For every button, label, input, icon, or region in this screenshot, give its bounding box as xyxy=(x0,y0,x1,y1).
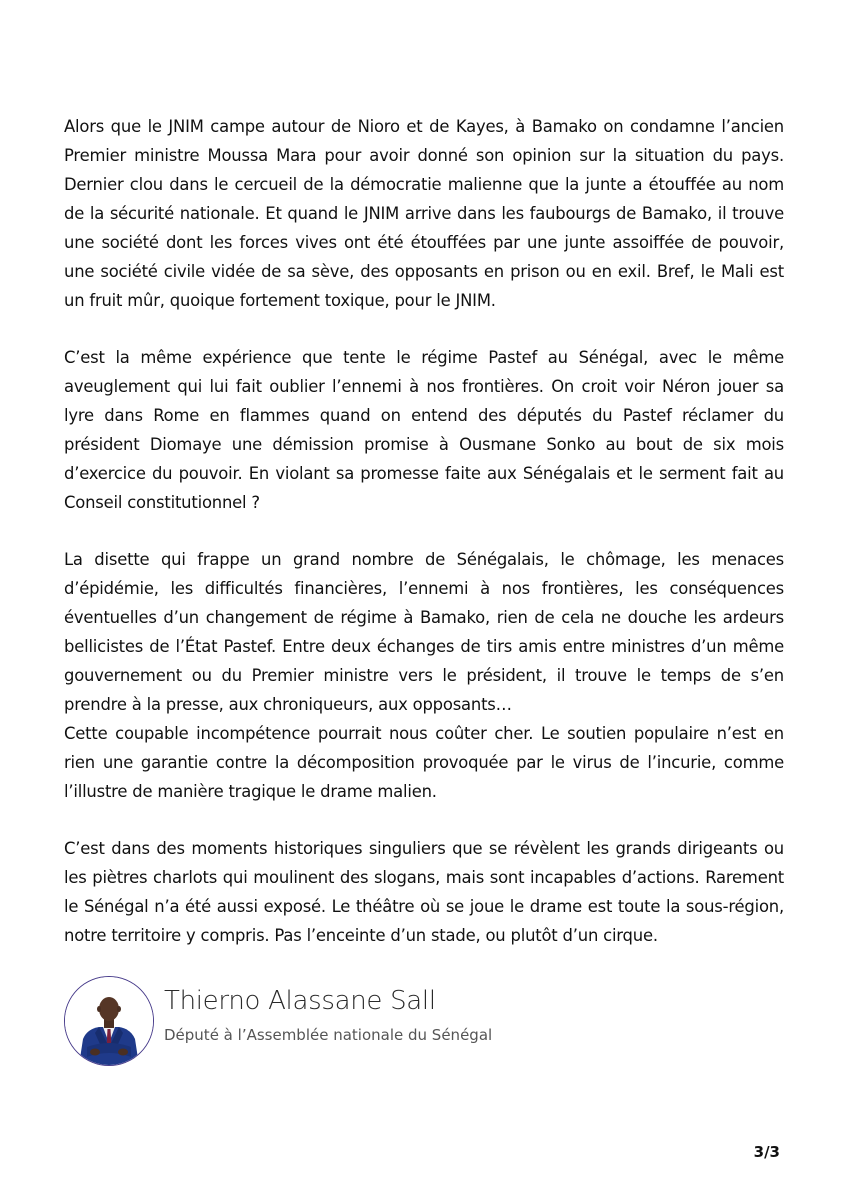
portrait-photo xyxy=(65,977,153,1065)
letter-body xyxy=(64,112,784,978)
paragraph-2: C’est la même expérience que tente le régime Pastef au Sénégal, avec le même aveuglement qui lui fait oublier l’ennemi à nos frontières. On croit voir Néron jouer sa lyre dans Rome en flammes quand on entend des députés du Pastef réclamer du président Diomaye une démission promise à Ousmane Sonko au bout de six mois d’exercice du pouvoir. En violant sa promesse faite aux Sénégalais et le serment fait au Conseil constitutionnel ? xyxy=(64,348,784,512)
paragraph-4: Cette coupable incompétence pourrait nous coûter cher. Le soutien populaire n’est en rien une garantie contre la décomposition provoquée par le virus de l’incurie, comme l’illustre de manière tragique le drame malien. xyxy=(64,724,784,801)
paragraph-3: La disette qui frappe un grand nombre de Sénégalais, le chômage, les menaces d’épidémie, les difficultés financières, l’ennemi à nos frontières, les conséquences éventuelles d’un changement de régime à Bamako, rien de cela ne douche les ardeurs bellicistes de l’État Pastef. Entre deux échanges de tirs amis entre ministres d’un même gouvernement ou du Premier ministre vers le président, il trouve le temps de s’en prendre à la presse, aux chroniqueurs, aux opposants… xyxy=(64,550,784,714)
paragraph-5: C’est dans des moments historiques singuliers que se révèlent les grands dirigeants ou les piètres charlots qui moulinent des slogans, mais sont incapables d’actions. Rarement le Sénégal n’a été aussi exposé. Le théâtre où se joue le drame est toute la sous-région, notre territoire y compris. Pas l’enceinte d’un stade, ou plutôt d’un cirque. xyxy=(64,839,784,945)
signature-block xyxy=(64,976,764,1068)
signatory-title: Député à l’Assemblée nationale du Sénégal xyxy=(164,1026,493,1044)
paragraph-1: Alors que le JNIM campe autour de Nioro et de Kayes, à Bamako on condamne l’ancien Premier ministre Moussa Mara pour avoir donné son opinion sur la situation du pays. Dernier clou dans le cercueil de la démocratie malienne que la junte a étouffée au nom de la sécurité nationale. Et quand le JNIM arrive dans les faubourgs de Bamako, il trouve une société dont les forces vives ont été étouffées par une junte assoiffée de pouvoir, une société civile vidée de sa sève, des opposants en prison ou en exil. Bref, le Mali est un fruit mûr, quoique fortement toxique, pour le JNIM. xyxy=(64,117,784,310)
signatory-name: Thierno Alassane Sall xyxy=(164,986,436,1016)
page-number: 3/3 xyxy=(753,1143,780,1161)
avatar xyxy=(64,976,154,1066)
